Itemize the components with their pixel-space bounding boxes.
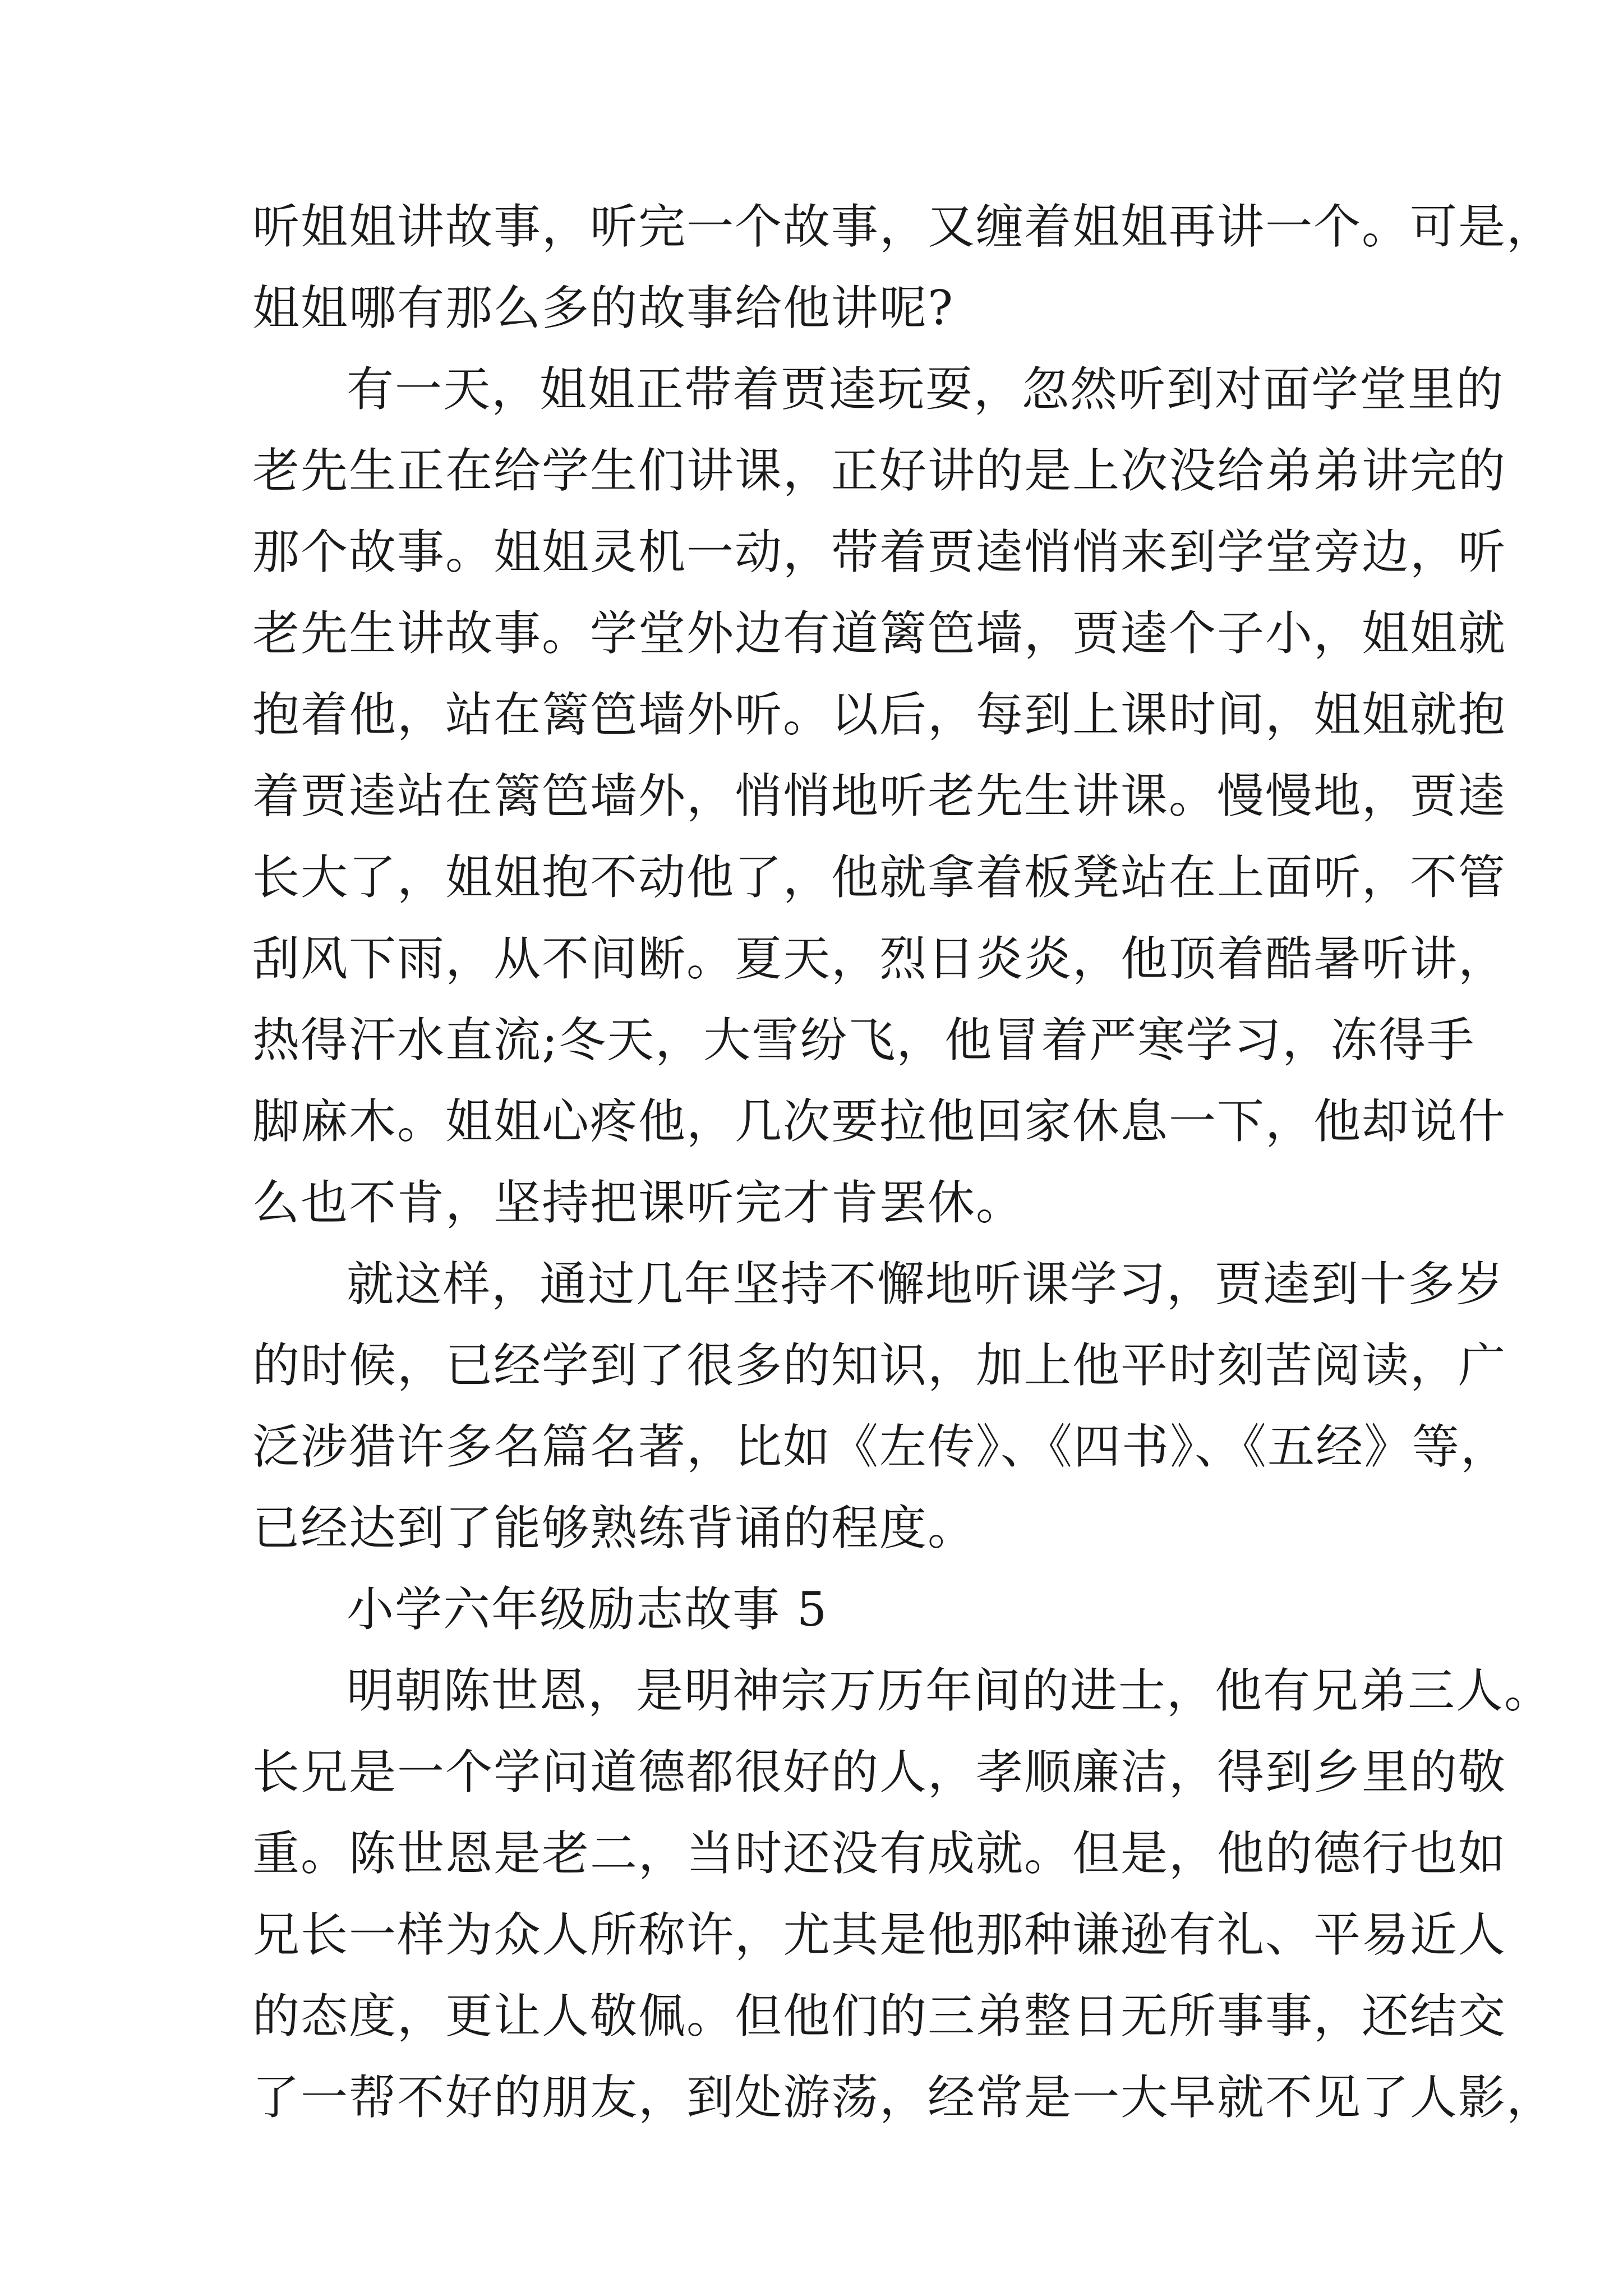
text-line: 的态度，更让人敬佩。但他们的三弟整日无所事事，还结交	[252, 1989, 1507, 2044]
section-heading: 小学六年级励志故事 5	[347, 1582, 828, 1637]
text-line: 听姐姐讲故事，听完一个故事，又缠着姐姐再讲一个。可是，	[252, 199, 1555, 254]
paragraph-start-line: 就这样，通过几年坚持不懈地听课学习，贾逵到十多岁	[347, 1257, 1505, 1312]
paragraph-start-line: 有一天，姐姐正带着贾逵玩耍，忽然听到对面学堂里的	[347, 362, 1505, 417]
text-line: 已经达到了能够熟练背诵的程度。	[252, 1501, 976, 1556]
text-line: 热得汗水直流;冬天，大雪纷飞，他冒着严寒学习，冻得手	[252, 1013, 1476, 1068]
text-line: 老先生讲故事。学堂外边有道篱笆墙，贾逵个子小，姐姐就	[252, 606, 1507, 661]
text-line: 姐姐哪有那么多的故事给他讲呢?	[252, 280, 955, 335]
text-line: 刮风下雨，从不间断。夏天，烈日炎炎，他顶着酷暑听讲，	[252, 931, 1507, 986]
text-line: 着贾逵站在篱笆墙外，悄悄地听老先生讲课。慢慢地，贾逵	[252, 769, 1507, 823]
text-line: 的时候，已经学到了很多的知识，加上他平时刻苦阅读，广	[252, 1338, 1507, 1393]
text-line: 么也不肯，坚持把课听完才肯罢休。	[252, 1175, 1025, 1230]
text-line: 了一帮不好的朋友，到处游荡，经常是一大早就不见了人影，	[252, 2070, 1555, 2125]
text-line: 那个故事。姐姐灵机一动，带着贾逵悄悄来到学堂旁边，听	[252, 524, 1507, 579]
text-line: 抱着他，站在篱笆墙外听。以后，每到上课时间，姐姐就抱	[252, 687, 1507, 742]
document-text	[252, 186, 1555, 2138]
text-line: 泛涉猎许多名篇名著，比如《左传》、《四书》、《五经》等，	[252, 1419, 1509, 1474]
paragraph-start-line: 明朝陈世恩，是明神宗万历年间的进士，他有兄弟三人。	[347, 1663, 1553, 1718]
text-line: 长大了，姐姐抱不动他了，他就拿着板凳站在上面听，不管	[252, 850, 1507, 905]
text-line: 兄长一样为众人所称许，尤其是他那种谦逊有礼、平易近人	[252, 1907, 1507, 1962]
text-line: 脚麻木。姐姐心疼他，几次要拉他回家休息一下，他却说什	[252, 1094, 1507, 1149]
text-line: 重。陈世恩是老二，当时还没有成就。但是，他的德行也如	[252, 1826, 1507, 1881]
text-line: 老先生正在给学生们讲课，正好讲的是上次没给弟弟讲完的	[252, 443, 1507, 498]
text-line: 长兄是一个学问道德都很好的人，孝顺廉洁，得到乡里的敬	[252, 1745, 1507, 1800]
